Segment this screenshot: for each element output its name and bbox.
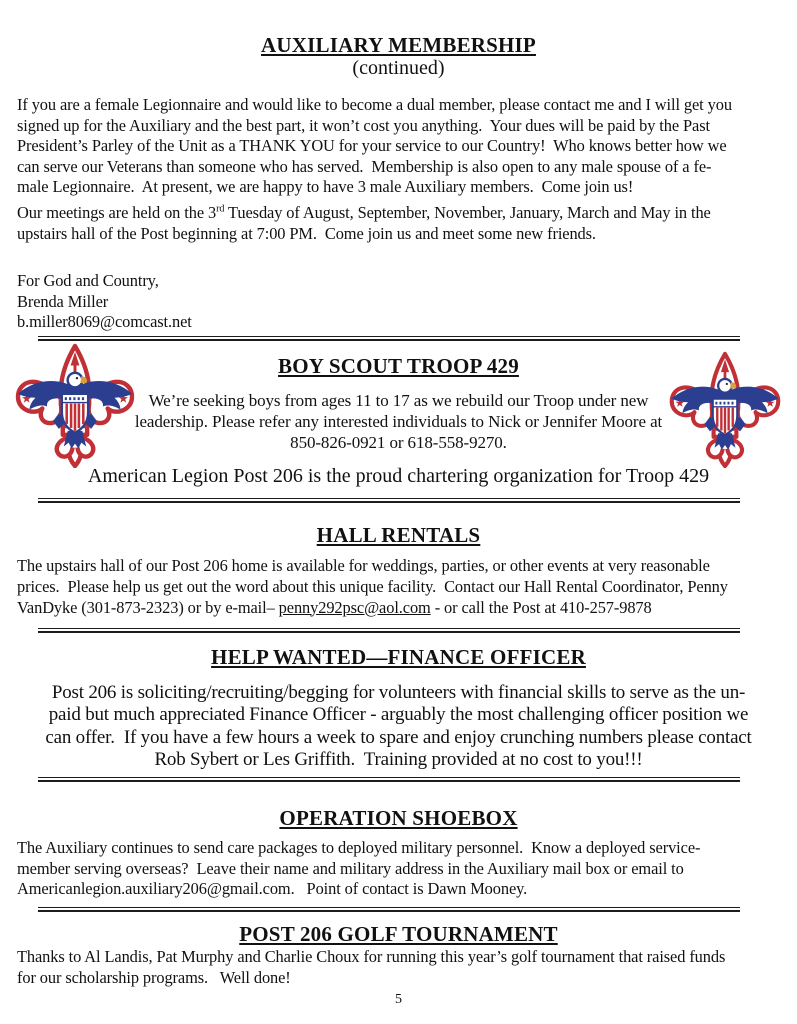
help-wanted-heading — [0, 645, 797, 669]
paragraph-line: signed up for the Auxiliary and the best part, it won’t cost you anything. Your dues will be paid by the Past — [17, 115, 710, 135]
paragraph-line — [17, 203, 787, 224]
section-divider — [38, 777, 740, 782]
paragraph-line: President’s Parley of the Unit as a THANK YOU for your service to our Country! Who knows better how we — [17, 136, 727, 156]
paragraph-line: We’re seeking boys from ages 11 to 17 as we rebuild our Troop under new — [148, 391, 649, 411]
paragraph-line: can offer. If you have a few hours a week to spare and enjoy crunching numbers please contact — [45, 726, 752, 748]
operation-shoebox-body — [17, 838, 787, 900]
auxiliary-membership-title: AUXILIARY MEMBERSHIP — [261, 33, 536, 57]
paragraph-line: upstairs hall of the Post beginning at 7:00 PM. Come join us and meet some new friends. — [17, 223, 596, 243]
signoff-closing: For God and Country, — [17, 271, 159, 291]
ordinal-superscript: rd — [216, 203, 225, 215]
meetings-text-post: Tuesday of August, September, November, January, March and May in the — [224, 202, 711, 222]
page-number: 5 — [395, 992, 402, 1008]
operation-shoebox-heading — [0, 806, 797, 830]
operation-shoebox-title: OPERATION SHOEBOX — [279, 806, 518, 831]
golf-tournament-title: POST 206 GOLF TOURNAMENT — [239, 922, 558, 947]
section-divider — [38, 628, 740, 633]
section-divider — [38, 907, 740, 912]
boy-scouts-emblem-icon — [668, 351, 782, 473]
hall-rental-email-link[interactable]: penny292psc@aol.com — [278, 597, 431, 617]
hall-rentals-title: HALL RENTALS — [316, 523, 481, 548]
paragraph-line: Thanks to Al Landis, Pat Murphy and Charlie Choux for running this year’s golf tournament that raised funds — [17, 947, 726, 967]
hall-contact-post: - or call the Post at 410-257-9878 — [430, 597, 652, 617]
paragraph-line: Americanlegion.auxiliary206@gmail.com. Point of contact is Dawn Mooney. — [17, 879, 528, 899]
hall-rentals-heading — [0, 523, 797, 547]
charter-statement: American Legion Post 206 is the proud chartering organization for Troop 429 — [87, 465, 710, 488]
paragraph-line: prices. Please help us get out the word about this unique facility. Contact our Hall Rental Coordinator, Penny — [17, 576, 728, 596]
hall-rentals-body — [17, 556, 787, 618]
paragraph-line — [17, 598, 787, 619]
paragraph-line: male Legionnaire. At present, we are happy to have 3 male Auxiliary members. Come join us! — [17, 177, 634, 197]
paragraph-line: can serve our Veterans than someone who has served. Membership is also open to any male spouse of a fe- — [17, 156, 712, 176]
boy-scouts-emblem-icon — [14, 343, 136, 473]
paragraph-line: Rob Sybert or Les Griffith. Training provided at no cost to you!!! — [154, 748, 643, 770]
paragraph-line: member serving overseas? Leave their name and military address in the Auxiliary mail box or email to — [17, 858, 684, 878]
signoff-block — [17, 271, 787, 333]
signoff-email: b.miller8069@comcast.net — [17, 312, 192, 332]
auxiliary-continued-subtitle: (continued) — [352, 57, 445, 79]
section-divider — [38, 498, 740, 503]
paragraph-line: 850-826-0921 or 618-558-9270. — [290, 433, 507, 453]
meetings-text-pre: Our meetings are held on the 3 — [17, 202, 217, 222]
signoff-name: Brenda Miller — [17, 291, 109, 311]
auxiliary-membership-heading — [0, 0, 797, 57]
paragraph-line: Post 206 is soliciting/recruiting/begging for volunteers with financial skills to serve as the un- — [51, 682, 746, 704]
golf-tournament-heading — [0, 922, 797, 946]
boy-scout-title: BOY SCOUT TROOP 429 — [278, 354, 519, 379]
auxiliary-paragraph-2 — [17, 203, 787, 244]
paragraph-line: The upstairs hall of our Post 206 home is available for weddings, parties, or other events at very reasonable — [17, 556, 710, 576]
hall-contact-pre: VanDyke (301-873-2323) or by e-mail– — [17, 597, 279, 617]
paragraph-line: If you are a female Legionnaire and would like to become a dual member, please contact me and I will get you — [17, 95, 732, 114]
paragraph-line: leadership. Please refer any interested individuals to Nick or Jennifer Moore at — [134, 412, 663, 432]
golf-tournament-body — [17, 947, 787, 988]
auxiliary-paragraph-1 — [17, 95, 787, 198]
paragraph-line: The Auxiliary continues to send care packages to deployed military personnel. Know a deployed service- — [17, 838, 701, 858]
paragraph-line: for our scholarship programs. Well done! — [17, 967, 291, 987]
boy-scout-section — [0, 341, 797, 498]
paragraph-line: paid but much appreciated Finance Officer - arguably the most challenging officer position we — [48, 704, 749, 726]
help-wanted-title: HELP WANTED—FINANCE OFFICER — [211, 645, 586, 670]
help-wanted-body — [0, 682, 797, 771]
